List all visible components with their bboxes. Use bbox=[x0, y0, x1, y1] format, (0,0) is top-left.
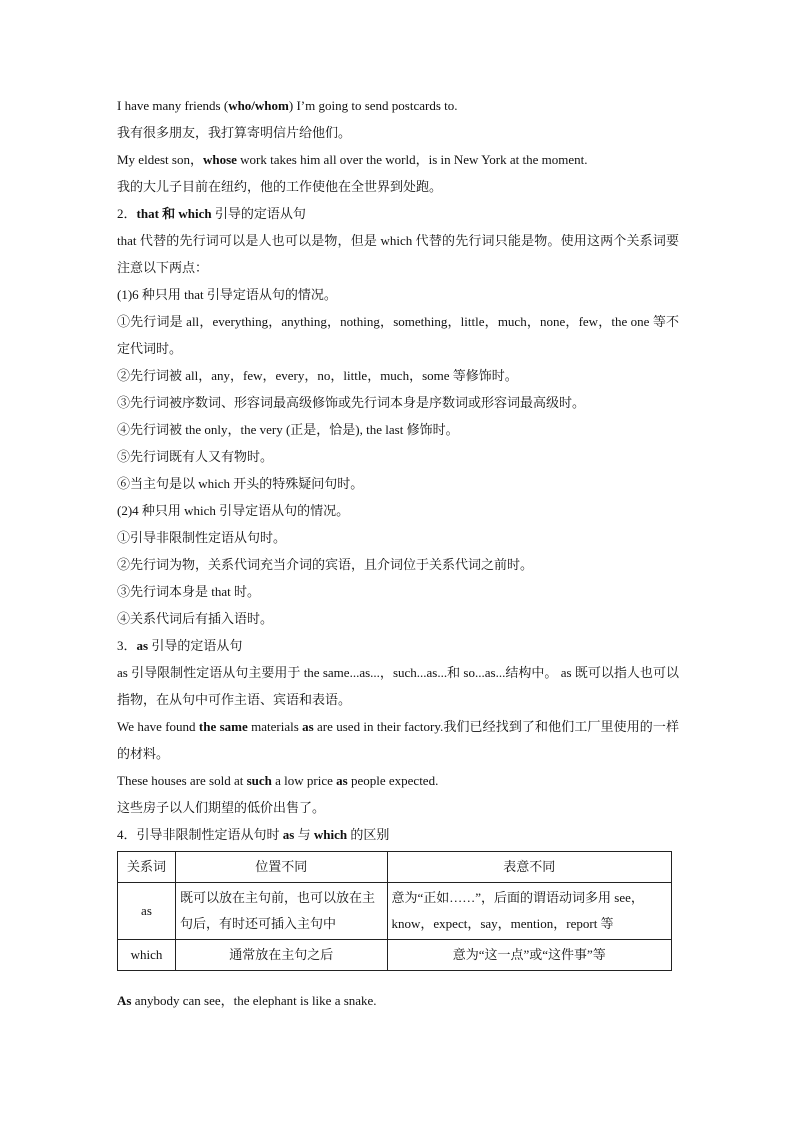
document-body bbox=[117, 92, 679, 1014]
section-3-intro: as 引导限制性定语从句主要用于 the same...as...，such...as...和 so...as...结构中。 as 既可以指人也可以指物，在从句中可作主语、宾语和表语。 bbox=[117, 665, 679, 707]
text: 引导的定语从句 bbox=[148, 638, 243, 653]
bold-text: such bbox=[246, 773, 272, 788]
text: 的区别 bbox=[347, 827, 390, 842]
section-heading-4 bbox=[117, 821, 679, 848]
rule-item: ⑤先行词既有人又有物时。 bbox=[117, 449, 274, 464]
text: a low price bbox=[271, 773, 337, 788]
subsection-1-title: (1)6 种只用 that 引导定语从句的情况。 bbox=[117, 287, 337, 302]
rule-item: ③先行词被序数词、形容词最高级修饰或先行词本身是序数词或形容词最高级时。 bbox=[117, 395, 586, 410]
rule-item: ①先行词是 all，everything，anything，nothing，something，little，much，none，few，the one 等不定代词时。 bbox=[117, 314, 679, 356]
rule-item: ③先行词本身是 that 时。 bbox=[117, 584, 260, 599]
text: These houses are sold at bbox=[117, 773, 247, 788]
example-sentence-2 bbox=[117, 146, 679, 173]
rule-item: ⑥当主句是以 which 开头的特殊疑问句时。 bbox=[117, 476, 364, 491]
table-header-row bbox=[118, 852, 672, 883]
bold-text: who/whom bbox=[228, 98, 289, 113]
table-cell: 意为“正如……”，后面的谓语动词多用 see，know，expect，say，mention，report 等 bbox=[387, 883, 671, 940]
bold-text: whose bbox=[202, 152, 237, 167]
text: My eldest son， bbox=[117, 152, 203, 167]
section-heading-3 bbox=[117, 632, 679, 659]
table-cell: 意为“这一点”或“这件事”等 bbox=[387, 940, 671, 971]
example-sentence-5 bbox=[117, 987, 679, 1014]
text: We have found bbox=[117, 719, 199, 734]
bold-text: As bbox=[117, 993, 132, 1008]
text: work takes him all over the world，is in New York at the moment. bbox=[236, 152, 588, 167]
text: ) I’m going to send postcards to. bbox=[288, 98, 458, 113]
example-sentence-1 bbox=[117, 92, 679, 119]
text: 3． bbox=[117, 638, 137, 653]
table-cell: which bbox=[118, 940, 176, 971]
text: anybody can see，the elephant is like a snake. bbox=[131, 993, 377, 1008]
table-cell: 通常放在主句之后 bbox=[175, 940, 387, 971]
text: are used in their factory.我们已经找到了和他们工厂里使用的一样的材料。 bbox=[117, 719, 679, 761]
bold-text: the same bbox=[198, 719, 248, 734]
bold-text: as bbox=[336, 773, 348, 788]
example-translation-4: 这些房子以人们期望的低价出售了。 bbox=[117, 800, 326, 815]
text: 引导的定语从句 bbox=[211, 206, 306, 221]
table-header-cell: 关系词 bbox=[118, 852, 176, 883]
subsection-2-title: (2)4 种只用 which 引导定语从句的情况。 bbox=[117, 503, 350, 518]
bold-text: as bbox=[136, 638, 149, 653]
text: people expected. bbox=[347, 773, 439, 788]
bold-text: which bbox=[313, 827, 348, 842]
text: 与 bbox=[294, 827, 314, 842]
section-2-intro: that 代替的先行词可以是人也可以是物，但是 which 代替的先行词只能是物。使用这两个关系词要注意以下两点： bbox=[117, 233, 679, 275]
text: I have many friends ( bbox=[117, 98, 229, 113]
bold-text: as bbox=[302, 719, 314, 734]
bold-text: as bbox=[282, 827, 295, 842]
table-row bbox=[118, 940, 672, 971]
rule-item: ①引导非限制性定语从句时。 bbox=[117, 530, 287, 545]
bold-text: that 和 which bbox=[136, 206, 212, 221]
rule-item: ④先行词被 the only，the very (正是，恰是), the last 修饰时。 bbox=[117, 422, 459, 437]
section-heading-2 bbox=[117, 200, 679, 227]
example-translation-1: 我有很多朋友，我打算寄明信片给他们。 bbox=[117, 125, 352, 140]
rule-item: ④关系代词后有插入语时。 bbox=[117, 611, 274, 626]
text: materials bbox=[247, 719, 303, 734]
text: 2． bbox=[117, 206, 137, 221]
text: 4．引导非限制性定语从句时 bbox=[117, 827, 283, 842]
comparison-table bbox=[117, 851, 672, 971]
rule-item: ②先行词为物，关系代词充当介词的宾语，且介词位于关系代词之前时。 bbox=[117, 557, 534, 572]
table-cell: 既可以放在主句前，也可以放在主句后，有时还可插入主句中 bbox=[175, 883, 387, 940]
example-translation-2: 我的大儿子目前在纽约，他的工作使他在全世界到处跑。 bbox=[117, 179, 443, 194]
example-sentence-4 bbox=[117, 767, 679, 794]
table-row bbox=[118, 883, 672, 940]
table-header-cell: 位置不同 bbox=[175, 852, 387, 883]
spacer bbox=[117, 971, 679, 987]
table-cell: as bbox=[118, 883, 176, 940]
rule-item: ②先行词被 all，any，few，every，no，little，much，some 等修饰时。 bbox=[117, 368, 518, 383]
table-header-cell: 表意不同 bbox=[387, 852, 671, 883]
example-sentence-3 bbox=[117, 713, 679, 767]
